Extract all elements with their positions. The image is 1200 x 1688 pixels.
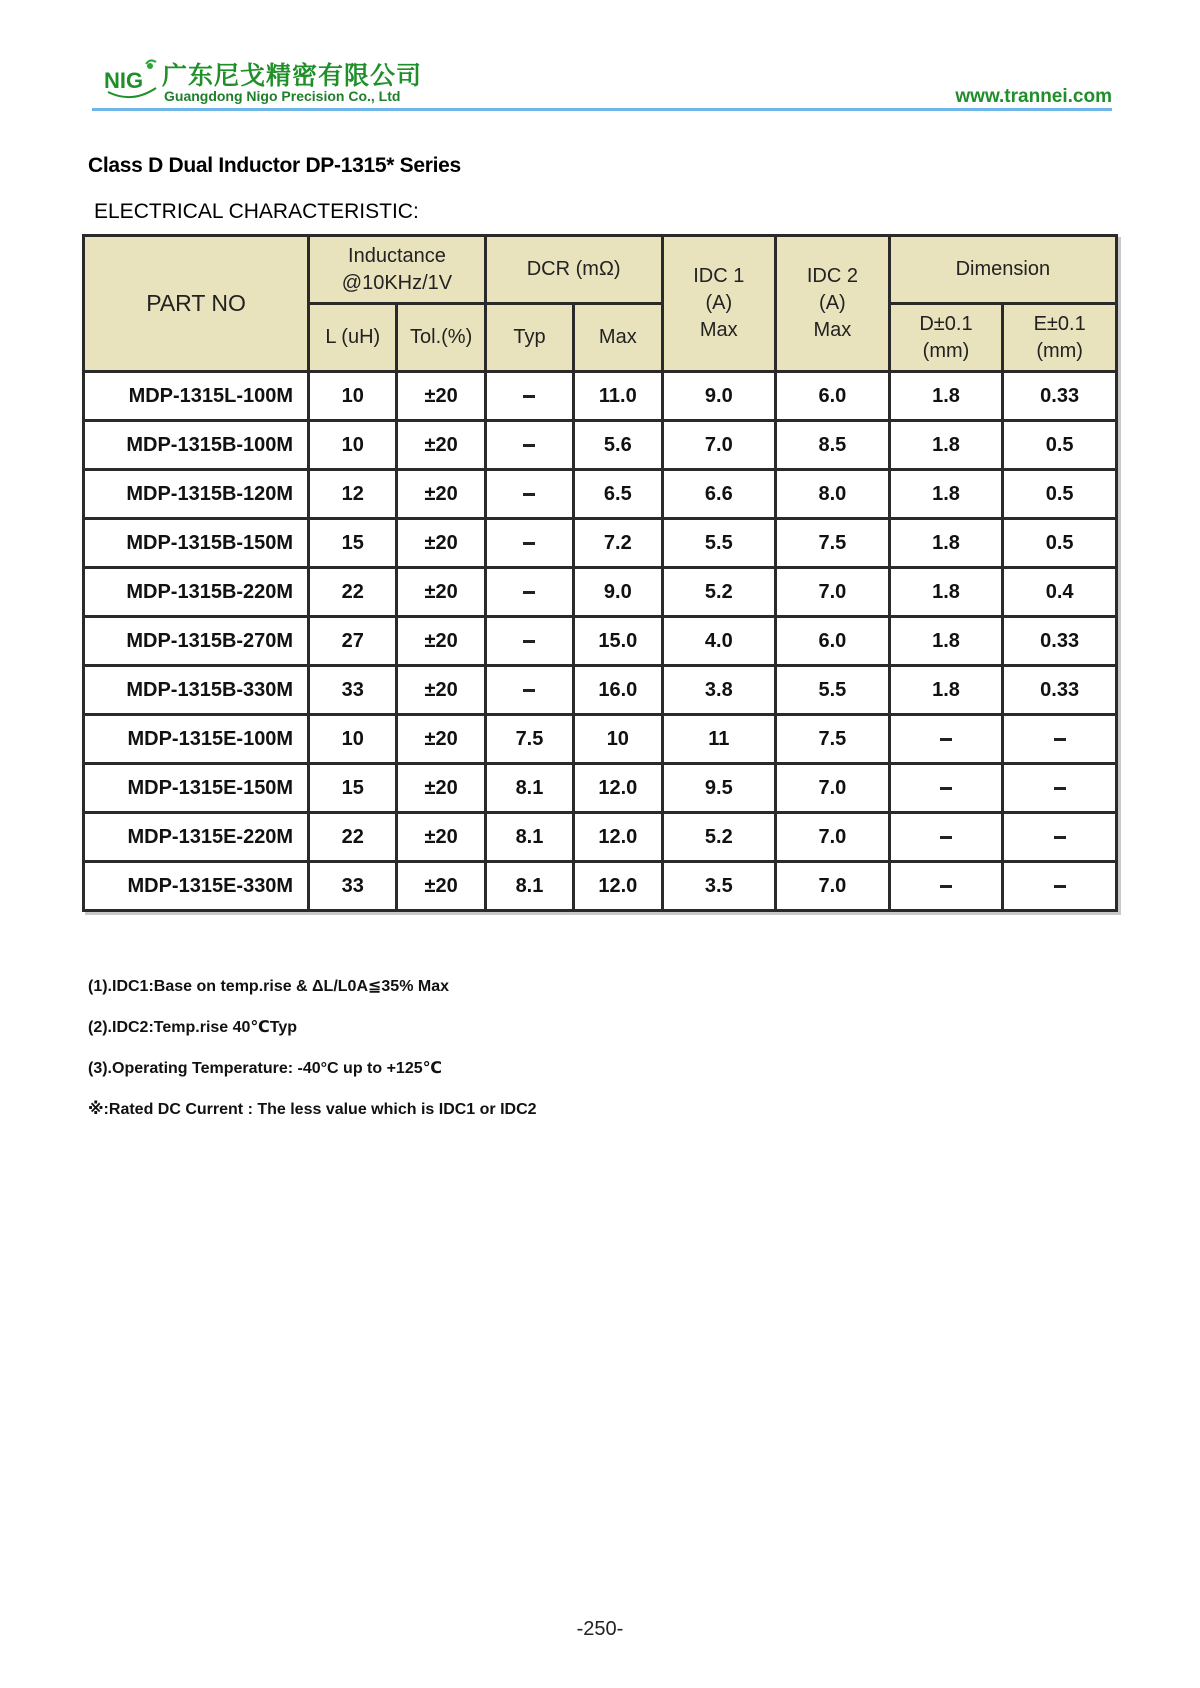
dcr-max-cell: 9.0 <box>574 568 662 617</box>
dcr-max-cell: 11.0 <box>574 372 662 421</box>
idc2-cell: 7.0 <box>776 568 890 617</box>
header-idc2-line1: IDC 2 <box>806 265 858 287</box>
header-inductance <box>309 236 486 304</box>
dcr-typ-cell <box>485 470 573 519</box>
header-dim-e <box>1003 304 1117 372</box>
dash-mark <box>523 395 535 398</box>
dim-e-cell: 0.33 <box>1003 617 1117 666</box>
inductance-cell: 33 <box>309 862 397 911</box>
part-no-cell: MDP-1315L-100M <box>84 372 309 421</box>
inductance-cell: 15 <box>309 764 397 813</box>
header-inductance-line1: Inductance <box>348 244 446 267</box>
dcr-max-cell: 6.5 <box>574 470 662 519</box>
table-row <box>84 519 1117 568</box>
table-row <box>84 568 1117 617</box>
header-dim-e-line1: E±0.1 <box>1033 312 1086 335</box>
dim-d-cell: 1.8 <box>889 617 1003 666</box>
dim-e-cell <box>1003 862 1117 911</box>
dash-mark <box>523 444 535 447</box>
dim-e-cell <box>1003 813 1117 862</box>
dcr-max-cell: 7.2 <box>574 519 662 568</box>
idc2-cell: 7.0 <box>776 764 890 813</box>
header-rule <box>92 108 1112 111</box>
dash-mark <box>523 591 535 594</box>
idc1-cell: 4.0 <box>662 617 776 666</box>
table-row <box>84 421 1117 470</box>
table-row <box>84 862 1117 911</box>
header-idc2-line2: (A) <box>819 292 846 314</box>
tolerance-cell: ±20 <box>397 862 485 911</box>
part-no-cell: MDP-1315E-220M <box>84 813 309 862</box>
company-name-en: Guangdong Nigo Precision Co., Ltd <box>164 88 401 104</box>
idc1-cell: 9.5 <box>662 764 776 813</box>
tolerance-cell: ±20 <box>397 666 485 715</box>
header-idc2-line3: Max <box>813 319 852 341</box>
header-dim-d <box>889 304 1003 372</box>
dim-e-cell: 0.5 <box>1003 470 1117 519</box>
part-no-cell: MDP-1315B-220M <box>84 568 309 617</box>
part-no-cell: MDP-1315E-150M <box>84 764 309 813</box>
note-idc2: (2).IDC2:Temp.rise 40℃Typ <box>88 1019 298 1036</box>
note-idc1: (1).IDC1:Base on temp.rise & ΔL/L0A≦35% Max <box>88 978 449 995</box>
dcr-max-cell: 12.0 <box>574 862 662 911</box>
idc2-cell: 8.5 <box>776 421 890 470</box>
tolerance-cell: ±20 <box>397 715 485 764</box>
table-row <box>84 666 1117 715</box>
dcr-typ-cell <box>485 372 573 421</box>
header-idc1 <box>662 236 776 372</box>
idc2-cell: 7.5 <box>776 519 890 568</box>
dash-mark <box>940 836 952 839</box>
dash-mark <box>523 640 535 643</box>
idc1-cell: 6.6 <box>662 470 776 519</box>
idc2-cell: 6.0 <box>776 372 890 421</box>
dim-d-cell: 1.8 <box>889 372 1003 421</box>
page-number: -250- <box>576 1618 624 1640</box>
dcr-typ-cell <box>485 421 573 470</box>
tolerance-cell: ±20 <box>397 764 485 813</box>
tolerance-cell: ±20 <box>397 813 485 862</box>
idc1-cell: 5.5 <box>662 519 776 568</box>
tolerance-cell: ±20 <box>397 568 485 617</box>
dim-e-cell <box>1003 764 1117 813</box>
header-dimension: Dimension <box>889 236 1116 304</box>
dim-d-cell: 1.8 <box>889 519 1003 568</box>
tolerance-cell: ±20 <box>397 519 485 568</box>
dim-d-cell: 1.8 <box>889 666 1003 715</box>
table-row <box>84 813 1117 862</box>
logo-text: NIG <box>104 68 144 93</box>
dcr-max-cell: 16.0 <box>574 666 662 715</box>
part-no-cell: MDP-1315E-100M <box>84 715 309 764</box>
dim-e-cell: 0.4 <box>1003 568 1117 617</box>
header-part-no: PART NO <box>84 236 309 372</box>
header-dim-e-line2: (mm) <box>1036 339 1083 362</box>
series-title: Class D Dual Inductor DP-1315* Series <box>88 154 461 177</box>
dim-e-cell: 0.5 <box>1003 519 1117 568</box>
header-dcr-max: Max <box>574 304 662 372</box>
dim-d-cell: 1.8 <box>889 568 1003 617</box>
idc2-cell: 7.0 <box>776 862 890 911</box>
spec-table <box>82 234 1118 912</box>
company-name-cn: 广东尼戈精密有限公司 <box>162 61 423 90</box>
dash-mark <box>1054 885 1066 888</box>
dash-mark <box>940 885 952 888</box>
dash-mark <box>1054 787 1066 790</box>
idc2-cell: 8.0 <box>776 470 890 519</box>
dash-mark <box>523 493 535 496</box>
note-operating-temp: (3).Operating Temperature: -40°C up to +125℃ <box>88 1060 442 1077</box>
idc1-cell: 3.8 <box>662 666 776 715</box>
dcr-typ-cell: 8.1 <box>485 764 573 813</box>
dim-d-cell <box>889 764 1003 813</box>
inductance-cell: 22 <box>309 568 397 617</box>
inductance-cell: 10 <box>309 372 397 421</box>
dcr-typ-cell: 7.5 <box>485 715 573 764</box>
dash-mark <box>523 689 535 692</box>
dcr-max-cell: 15.0 <box>574 617 662 666</box>
website-link[interactable]: www.trannei.com <box>955 86 1112 107</box>
tolerance-cell: ±20 <box>397 617 485 666</box>
dim-e-cell: 0.33 <box>1003 666 1117 715</box>
header-dcr-typ: Typ <box>485 304 573 372</box>
dcr-typ-cell <box>485 568 573 617</box>
idc1-cell: 9.0 <box>662 372 776 421</box>
inductance-cell: 12 <box>309 470 397 519</box>
header-idc1-line2: (A) <box>705 292 733 314</box>
idc2-cell: 7.0 <box>776 813 890 862</box>
dim-e-cell: 0.5 <box>1003 421 1117 470</box>
page-header <box>92 52 1112 112</box>
idc1-cell: 3.5 <box>662 862 776 911</box>
idc1-cell: 11 <box>662 715 776 764</box>
dim-d-cell <box>889 862 1003 911</box>
header-idc1-line1: IDC 1 <box>693 265 745 287</box>
dim-d-cell: 1.8 <box>889 470 1003 519</box>
part-no-cell: MDP-1315B-100M <box>84 421 309 470</box>
part-no-cell: MDP-1315B-120M <box>84 470 309 519</box>
dim-e-cell <box>1003 715 1117 764</box>
inductance-cell: 22 <box>309 813 397 862</box>
spec-table-wrapper <box>82 234 1118 912</box>
dcr-max-cell: 10 <box>574 715 662 764</box>
dim-d-cell: 1.8 <box>889 421 1003 470</box>
section-title: ELECTRICAL CHARACTERISTIC: <box>94 200 419 223</box>
table-row <box>84 372 1117 421</box>
note-rated-current: ※:Rated DC Current : The less value which is IDC1 or IDC2 <box>88 1101 537 1118</box>
dash-mark <box>940 787 952 790</box>
dcr-typ-cell <box>485 519 573 568</box>
table-row <box>84 715 1117 764</box>
idc1-cell: 7.0 <box>662 421 776 470</box>
header-idc1-line3: Max <box>699 319 738 341</box>
tolerance-cell: ±20 <box>397 421 485 470</box>
table-row <box>84 764 1117 813</box>
dcr-typ-cell: 8.1 <box>485 813 573 862</box>
header-l-uh: L (uH) <box>309 304 397 372</box>
header-dim-d-line2: (mm) <box>922 339 970 362</box>
idc2-cell: 5.5 <box>776 666 890 715</box>
dcr-max-cell: 12.0 <box>574 764 662 813</box>
dim-e-cell: 0.33 <box>1003 372 1117 421</box>
nig-logo-icon <box>102 58 162 102</box>
dash-mark <box>1054 836 1066 839</box>
dash-mark <box>940 738 952 741</box>
table-row <box>84 617 1117 666</box>
part-no-cell: MDP-1315E-330M <box>84 862 309 911</box>
idc1-cell: 5.2 <box>662 813 776 862</box>
dcr-typ-cell <box>485 617 573 666</box>
dcr-typ-cell: 8.1 <box>485 862 573 911</box>
inductance-cell: 27 <box>309 617 397 666</box>
dash-mark <box>523 542 535 545</box>
dcr-max-cell: 12.0 <box>574 813 662 862</box>
inductance-cell: 10 <box>309 421 397 470</box>
dcr-max-cell: 5.6 <box>574 421 662 470</box>
idc2-cell: 7.5 <box>776 715 890 764</box>
dash-mark <box>1054 738 1066 741</box>
idc1-cell: 5.2 <box>662 568 776 617</box>
inductance-cell: 10 <box>309 715 397 764</box>
table-row <box>84 470 1117 519</box>
header-inductance-line2: @10KHz/1V <box>341 271 453 294</box>
header-tol: Tol.(%) <box>397 304 485 372</box>
header-idc2 <box>776 236 890 372</box>
spec-table-body <box>84 372 1117 911</box>
part-no-cell: MDP-1315B-150M <box>84 519 309 568</box>
tolerance-cell: ±20 <box>397 372 485 421</box>
header-dim-d-line1: D±0.1 <box>919 312 973 335</box>
tolerance-cell: ±20 <box>397 470 485 519</box>
part-no-cell: MDP-1315B-330M <box>84 666 309 715</box>
inductance-cell: 33 <box>309 666 397 715</box>
idc2-cell: 6.0 <box>776 617 890 666</box>
dim-d-cell <box>889 813 1003 862</box>
dim-d-cell <box>889 715 1003 764</box>
inductance-cell: 15 <box>309 519 397 568</box>
header-dcr: DCR (mΩ) <box>485 236 662 304</box>
dcr-typ-cell <box>485 666 573 715</box>
part-no-cell: MDP-1315B-270M <box>84 617 309 666</box>
notes <box>88 975 537 1139</box>
